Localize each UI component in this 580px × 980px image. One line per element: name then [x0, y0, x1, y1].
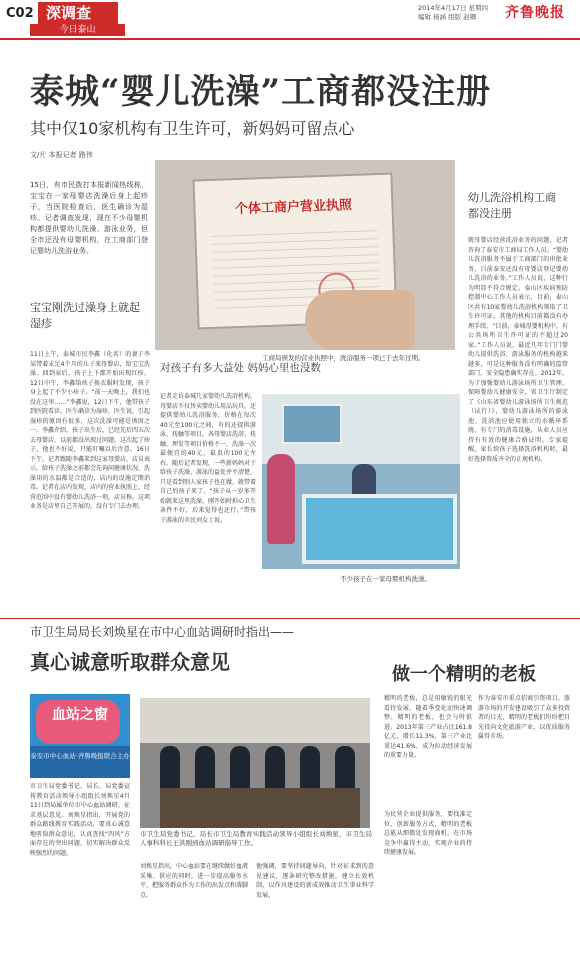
hand	[305, 290, 415, 350]
story3-headline: 做一个精明的老板	[392, 664, 536, 685]
editor-line: 编辑 杨涵 组版 赵卿	[418, 13, 477, 21]
section1-body: 11日上午，泰城市民李鑫（化名）的妻子李某带着未足4个月的儿子来母婴店，给宝宝洗澡。回到家后，孩子上下都开始出现红疹。12日中午，李鑫给孩子换衣服时发现，孩子身上起了不少小疹子。“前一天晚上，我们也没在这里……”李鑫说，12日下午，他带孩子到医院看诊，医生确诊为湿疹，医生说，引起湿疹的原因有很多，这次洗澡可能是诱因之一。李鑫介绍，孩子出生后，已经先后四五次去母婴店，以前都没出现过问题，这次起了疹子，他也不好说，只能叮嘱以后注意。16日下午，记者跟随李鑫来到这家母婴店，店员表示，给孩子洗澡之前都会先询问健康状况，洗澡用的水温都是合适的，店内的设施定期消毒。记者在店内发现，店内的营业执照上，经营范围中没有婴幼儿洗浴一项，店员称，这项业务是店里自己开展的，没有专门去办理。	[30, 351, 150, 510]
photo1-caption: 工商局颁发的营业执照中，洗浴服务一项已于去年过期。	[262, 354, 425, 362]
blood-logo-caption: 泰安市中心血站·齐鲁晚报联合主办	[30, 752, 130, 760]
newspaper-brand: 齐鲁晚报	[505, 5, 565, 21]
article-subhead: 其中仅10家机构有卫生许可，新妈妈可留点心	[30, 119, 355, 138]
photo2-caption: 不少孩子在一家母婴机构洗澡。	[340, 575, 431, 583]
story2-body1: 市卫生局党委书记、局长、局党委宣传教育活动领导小组组长刘焕星4月11日到局属单位市中心血站调研，征求基层意见。刘焕星指出，开展党的群众路线教育实践活动，要真心诚意地听取群众意见，认真查找“四风”方面存在的突出问题，切实解决群众反映强烈的问题。	[30, 783, 130, 857]
section-rule	[0, 618, 580, 619]
baby-bath-photo	[262, 394, 460, 569]
story3-body1: 精明的老板，总是用敏锐的眼光看待发展，随着季变化而快速调整，精明的老板，也会与时俱进。2013年第三产业占比161.8亿元，增长11.3%，第三产业比重达41.6%，成为拉动经济发展的重要力量。	[384, 695, 472, 759]
byline: 文/片 本报记者 路伟	[30, 151, 93, 159]
sub-column-tag: 今日泰山	[30, 24, 125, 36]
logo-band	[30, 746, 130, 778]
attendee	[195, 746, 215, 790]
staff-figure	[267, 454, 295, 544]
story3-body3: 作为泰安市重点招商引资项目，旅游市场的开发建设吸引了众多投资者的目光，精明的老板们纷纷把目光投向文化旅游产业，以优质服务赢得市场。	[478, 695, 570, 740]
wall-poster	[282, 404, 342, 444]
page-code: C02	[6, 6, 34, 21]
story3-body2: 为民营企业提供服务，要找准定位，创新服务方式，精明的老板总能从细微处发现商机，在市场竞争中赢得主动，实现企业的持续健康发展。	[384, 811, 472, 856]
meeting-photo	[140, 698, 370, 828]
right-body: 就母婴店经营洗浴业务的问题，记者咨询了泰安市工商局工作人员。“婴幼儿洗浴服务不属于工商部门的审批业务，目前泰安还没有母婴店登记婴幼儿洗浴的业务。”工作人员说，这种行为明显不符合规定。泰山区疾病预防控制中心工作人员表示，目前，泰山区共有10家婴幼儿洗浴机构领取了卫生许可证，其他的机构目前都没有办理手续。“目前，泰城母婴机构中，有公共场所卫生许可证的不超过20家。”工作人员说，最近几年专门门婴幼儿提供洗浴、游泳服务的机构越来越多，可是这种服务没有明确的监管部门，安全隐患确实存在。2012年，为了加强婴幼儿游泳场所卫生管理，保障婴幼儿健康安全，省卫生厅制定了《山东省婴幼儿游泳场所卫生规范（试行）》，婴幼儿游泳场所的游泳池、洗浴池应使用独立的水循环系统，有专门的消毒设施，从业人员应持有有效的健康合格证明。专家提醒，家长给孩子选择洗浴机构时，最好选择资质齐全的正规机构。	[468, 237, 568, 463]
story2-body3: 刘焕星指出，中心血站要在继续做好血液采集、供应的同时，进一步提高服务水平，把服务群众作为工作的出发点和落脚点。	[140, 863, 248, 899]
lead-paragraph: 15日，有市民拨打本报新闻热线称，宝宝在一家母婴店洗澡后身上起疹子，当医院检查后，医生确诊为湿疹。记者调查发现，现在不少母婴机构都提供婴幼儿洗澡、游泳业务，但全市还没有母婴机构，在工商部门登记婴幼儿洗浴业务。	[30, 181, 148, 255]
meeting-table	[160, 788, 360, 828]
section1-title: 宝宝刚洗过澡身上就起湿疹	[30, 301, 140, 330]
meeting-wall	[140, 698, 370, 743]
license-title: 个体工商户营业执照	[234, 197, 353, 218]
story2-kicker: 市卫生局局长刘焕星在市中心血站调研时指出——	[30, 625, 295, 639]
meeting-photo-caption: 市卫生局党委书记、局长市卫生局教育实践活动领导小组组长刘焕星，市卫生局人事科科长王洪刚到血站调研指导工作。	[140, 830, 372, 847]
right-title: 幼儿洗浴机构工商都没注册	[468, 191, 556, 220]
attendee	[265, 746, 285, 790]
blood-station-logo	[30, 694, 130, 778]
baby-pool	[302, 494, 457, 564]
header-rule	[0, 38, 580, 40]
section2-title: 对孩子有多大益处 妈妈心里也没数	[160, 362, 321, 374]
attendee	[230, 746, 250, 790]
blood-logo-title: 血站之窗	[52, 707, 108, 723]
article-headline: 泰城“婴儿洗澡”工商都没注册	[30, 72, 492, 112]
attendee	[300, 746, 320, 790]
date-line: 2014年4月17日 星期四	[418, 4, 489, 12]
section2-body: 记者走访泰城几家婴幼儿洗浴机构，母婴店不仅售卖婴幼儿用品玩具，还提供婴幼儿洗浴服务，价格在每次40元至100元之间，有的还提供游泳、抚触等项目。各母婴店洗浴、抚触、理发等项目价格不一，洗澡一次最便宜的40元，最贵的100元左右。随后记者发现，一些新妈妈对于给孩子洗澡、游泳的益处并不清楚，只是看到别人家孩子也在做，就带着自己的孩子来了。“孩子从一岁多开始就来这里洗澡，刚开始时担心卫生条件不好，后来觉得也还行。”带孩子游泳的市民刘女士说。	[160, 393, 256, 524]
license-photo	[155, 160, 455, 350]
attendee	[335, 746, 355, 790]
story2-body4: 他强调，要坚持问题导向，针对征求到的意见建议，逐条研究整改措施，建立长效机制，以作风建设的新成效推动卫生事业科学发展。	[256, 863, 374, 899]
column-tag: 深调查	[38, 2, 118, 24]
story2-headline: 真心诚意听取群众意见	[30, 650, 230, 674]
attendee	[160, 746, 180, 790]
